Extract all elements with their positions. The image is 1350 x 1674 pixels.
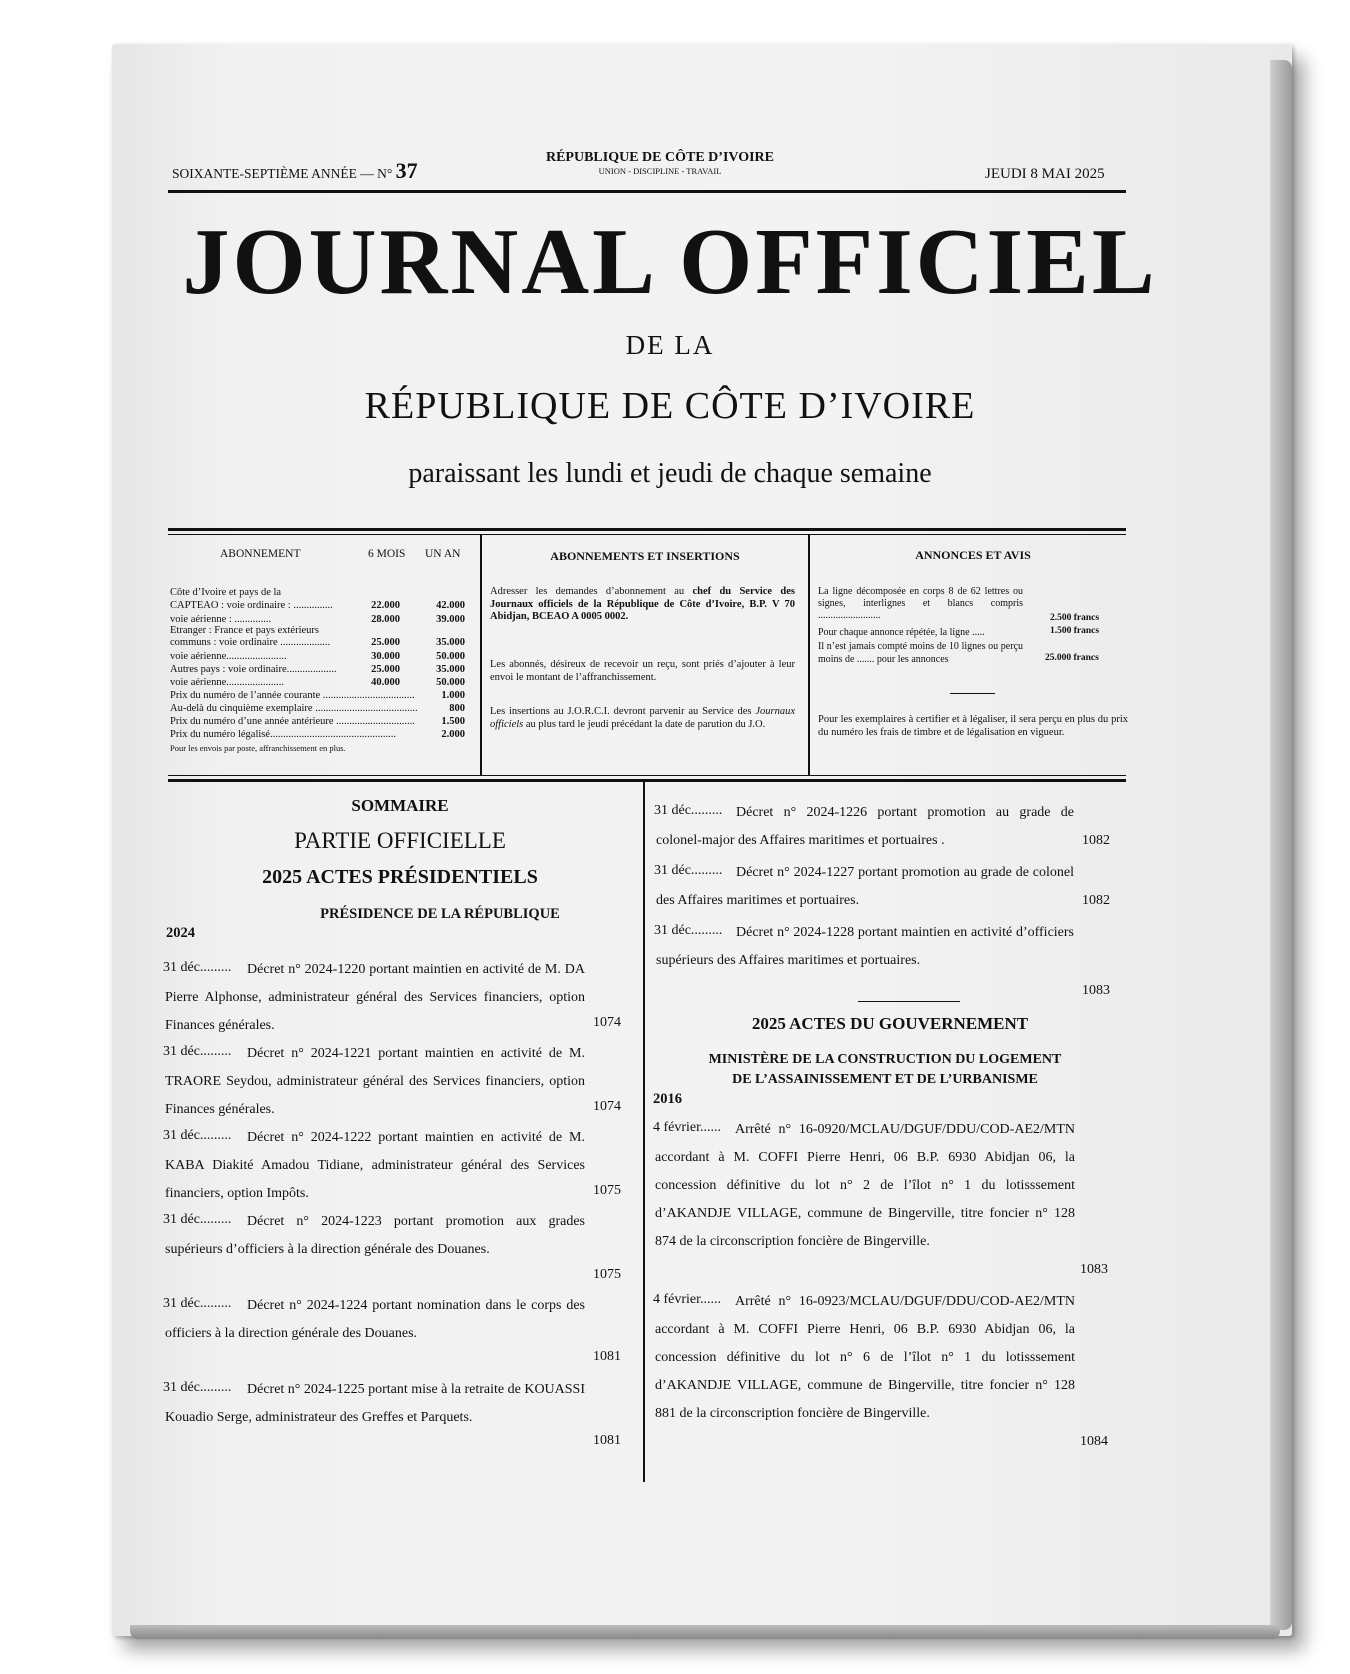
rate-label: CAPTEAO : voie ordinaire : ............... xyxy=(170,600,333,611)
sommaire-column-divider xyxy=(643,782,645,1482)
masthead-title: JOURNAL OFFICIEL xyxy=(182,210,1158,314)
rate-one-year: 39.000 xyxy=(436,614,465,625)
entry-text: Décret n° 2024-1226 portant promotion au grade de colonel-major des Affaires maritimes et portuaires . xyxy=(656,805,1074,848)
rate-label: voie aérienne...................... xyxy=(170,677,285,688)
rate-label: voie aérienne : .............. xyxy=(170,614,272,625)
box-divider-1 xyxy=(480,535,482,775)
entry-text: Décret n° 2024-1223 portant promotion aux grades supérieurs d’officiers à la direction générale des Douanes. xyxy=(165,1214,585,1257)
gouv-divider xyxy=(858,1001,960,1002)
entry-text: Décret n° 2024-1224 portant nomination dans le corps des officiers à la direction générale des Douanes. xyxy=(165,1298,585,1341)
insertions-p3-a: Les insertions au J.O.R.C.I. devront parvenir au Service des xyxy=(490,706,756,717)
rate-one-year: 42.000 xyxy=(436,600,465,611)
year-2016: 2016 xyxy=(653,1091,682,1107)
rate-one-year: 35.000 xyxy=(436,664,465,675)
entry-page-number: 1074 xyxy=(593,1099,621,1114)
actes-presidentiels: 2025 ACTES PRÉSIDENTIELS xyxy=(262,866,538,888)
entry-page-number: 1083 xyxy=(1080,1262,1108,1277)
insertions-p1-bold: chef du Service des Journaux officiels de la République de Côte d’Ivoire, B.P. V 70 Abidjan, BCEAO A 0005 0002. xyxy=(490,586,795,622)
insertions-p3-b: au plus tard le jeudi précédant la date de parution du J.O. xyxy=(523,718,766,730)
entry-page-number: 1084 xyxy=(1080,1434,1108,1449)
partie-officielle: PARTIE OFFICIELLE xyxy=(294,828,506,853)
issue-date: JEUDI 8 MAI 2025 xyxy=(985,166,1105,182)
entry-text: Décret n° 2024-1220 portant maintien en activité de M. DA Pierre Alphonse, administrateur général des Services financiers, option Finances générales. xyxy=(165,962,585,1033)
annonces-price3: 25.000 francs xyxy=(1045,653,1099,663)
ministere-line1: MINISTÈRE DE LA CONSTRUCTION DU LOGEMENT xyxy=(708,1052,1062,1067)
entry-text: Décret n° 2024-1222 portant maintien en activité de M. KABA Diakité Amadou Tidiane, administrateur général des Services financiers, option Impôts. xyxy=(165,1130,585,1201)
entry-page-number: 1083 xyxy=(1082,983,1110,998)
entry-date: 31 déc......... xyxy=(163,960,232,975)
rate-label: Prix du numéro d’une année antérieure .............................. xyxy=(170,716,415,727)
presidence-heading: PRÉSIDENCE DE LA RÉPUBLIQUE xyxy=(320,906,560,922)
box-divider-2 xyxy=(808,535,810,775)
header-rule xyxy=(168,190,1126,193)
rate-label: Pour les envois par poste, affranchissement en plus. xyxy=(170,743,346,753)
box-top-rule-thin xyxy=(168,534,1126,535)
box-bottom-rule-thin xyxy=(168,775,1126,776)
year-2024: 2024 xyxy=(166,925,195,941)
annonces-line1: La ligne décomposée en corps 8 de 62 lettres ou signes, interlignes et blancs compris ......................... xyxy=(818,586,1023,621)
entry-date: 4 février...... xyxy=(653,1120,722,1135)
box-bottom-rule xyxy=(168,779,1126,782)
entry-text: Arrêté n° 16-0923/MCLAU/DGUF/DDU/COD-AE2/MTN accordant à M. COFFI Pierre Henri, 06 B.P. 6930 Abidjan 06, la concession définitive du lot n° 6 de l’îlot n° 1 du lotisssement d’AKANDJE VILLAGE, commune de Bingerville, titre foncier n° 128 881 de la circonscription foncière de Bingerville. xyxy=(655,1294,1075,1421)
entry-page-number: 1074 xyxy=(593,1015,621,1030)
entry-date: 31 déc......... xyxy=(163,1212,232,1227)
motto: UNION - DISCIPLINE - TRAVAIL xyxy=(598,166,722,176)
entry-date: 4 février...... xyxy=(653,1292,722,1307)
republic-header xyxy=(520,150,800,176)
entry-page-number: 1075 xyxy=(593,1183,621,1198)
entry-page-number: 1082 xyxy=(1082,833,1110,848)
insertions-p3-italic: Journaux officiels xyxy=(490,706,795,730)
rate-six-months: 30.000 xyxy=(371,651,400,662)
annonces-line2: Pour chaque annonce répétée, la ligne ..... xyxy=(818,627,985,638)
entry-page-number: 1081 xyxy=(593,1349,621,1364)
entry-date: 31 déc......... xyxy=(163,1044,232,1059)
masthead-country: RÉPUBLIQUE DE CÔTE D’IVOIRE xyxy=(364,385,976,427)
rate-label: voie aérienne....................... xyxy=(170,651,287,662)
insertions-p1-text: Adresser les demandes d’abonnement au xyxy=(490,586,693,597)
rate-one-year: 50.000 xyxy=(436,651,465,662)
ministere-line2: DE L’ASSAINISSEMENT ET DE L’URBANISME xyxy=(732,1072,1038,1087)
issue-number: 37 xyxy=(395,158,418,183)
entry-date: 31 déc......... xyxy=(654,923,723,938)
republic-name: RÉPUBLIQUE DE CÔTE D’IVOIRE xyxy=(545,150,775,165)
insertions-head: ABONNEMENTS ET INSERTIONS xyxy=(550,549,740,563)
entry-text: Décret n° 2024-1228 portant maintien en activité d’officiers supérieurs des Affaires maritimes et portuaires. xyxy=(656,925,1074,968)
rate-one-year: 35.000 xyxy=(436,637,465,648)
entry-page-number: 1081 xyxy=(593,1433,621,1448)
rate-label: Prix du numéro de l’année courante ................................... xyxy=(170,690,415,701)
rate-six-months: 25.000 xyxy=(371,664,400,675)
insertions-p2: Les abonnés, désireux de recevoir un reçu, sont priés d’ajouter à leur envoi le montant de l’affranchissement. xyxy=(490,659,795,683)
entry-text: Arrêté n° 16-0920/MCLAU/DGUF/DDU/COD-AE2/MTN accordant à M. COFFI Pierre Henri, 06 B.P. 6930 Abidjan 06, la concession définitive du lot n° 2 de l’îlot n° 1 du lotisssement d’AKANDJE VILLAGE, commune de Bingerville, titre foncier n° 128 874 de la circonscription foncière de Bingerville. xyxy=(655,1122,1075,1249)
entry-text: Décret n° 2024-1227 portant promotion au grade de colonel des Affaires maritimes et portuaires. xyxy=(656,865,1074,908)
entry-page-number: 1075 xyxy=(593,1267,621,1282)
annonces-note: Pour les exemplaires à certifier et à légaliser, il sera perçu en plus du prix du numéro les frais de timbre et de légalisation en vigueur. xyxy=(818,714,1128,738)
entry-text: Décret n° 2024-1221 portant maintien en activité de M. TRAORE Seydou, administrateur général des Services financiers, option Finances générales. xyxy=(165,1046,585,1117)
subscription-head-1y: UN AN xyxy=(425,548,461,560)
insertions-p1 xyxy=(490,586,795,624)
annonces-head: ANNONCES ET AVIS xyxy=(915,548,1031,562)
annonces-line3: Il n’est jamais compté moins de 10 lignes ou perçu moins de ....... pour les annonces xyxy=(818,641,1023,665)
rate-one-year: 1.500 xyxy=(441,716,465,727)
page-bottom-edge xyxy=(130,1625,1280,1639)
year-label xyxy=(172,158,418,184)
rate-one-year: 1.000 xyxy=(441,690,465,701)
rate-label: Au-delà du cinquième exemplaire ....................................... xyxy=(170,703,418,714)
rate-label: communs : voie ordinaire ................... xyxy=(170,637,331,648)
subscription-head-6m: 6 MOIS xyxy=(368,548,406,560)
annonces-divider xyxy=(950,693,995,694)
entry-date: 31 déc......... xyxy=(163,1296,232,1311)
annonces-price1: 2.500 francs xyxy=(1050,613,1100,623)
masthead-frequency: paraissant les lundi et jeudi de chaque semaine xyxy=(408,458,932,489)
entry-date: 31 déc......... xyxy=(163,1128,232,1143)
rate-label: Prix du numéro légalisé................................................ xyxy=(170,729,397,740)
annonces-price2: 1.500 francs xyxy=(1050,626,1100,636)
rate-one-year: 2.000 xyxy=(441,729,465,740)
rate-label: Etranger : France et pays extérieurs xyxy=(170,625,319,636)
subscription-region: Côte d’Ivoire et pays de la xyxy=(170,587,282,598)
entry-date: 31 déc......... xyxy=(654,863,723,878)
entry-page-number: 1082 xyxy=(1082,893,1110,908)
subscription-head: ABONNEMENT xyxy=(220,548,301,560)
insertions-p3 xyxy=(490,706,795,731)
box-top-rule xyxy=(168,528,1126,531)
rate-six-months: 28.000 xyxy=(371,614,400,625)
rate-six-months: 22.000 xyxy=(371,600,400,611)
entry-text: Décret n° 2024-1225 portant mise à la retraite de KOUASSI Kouadio Serge, administrateur des Greffes et Parquets. xyxy=(165,1382,586,1425)
year-label-text: SOIXANTE-SEPTIÈME ANNÉE — N° xyxy=(172,166,393,181)
page-spine xyxy=(1270,60,1292,1630)
entry-date: 31 déc......... xyxy=(163,1380,232,1395)
rate-six-months: 25.000 xyxy=(371,637,400,648)
rate-one-year: 50.000 xyxy=(436,677,465,688)
entry-date: 31 déc......... xyxy=(654,803,723,818)
rate-one-year: 800 xyxy=(449,703,465,714)
actes-gouvernement: 2025 ACTES DU GOUVERNEMENT xyxy=(751,1014,1029,1033)
rate-label: Autres pays : voie ordinaire................... xyxy=(170,664,337,675)
sommaire-title: SOMMAIRE xyxy=(351,796,449,815)
rate-six-months: 40.000 xyxy=(371,677,400,688)
masthead-de-la: DE LA xyxy=(625,330,715,360)
